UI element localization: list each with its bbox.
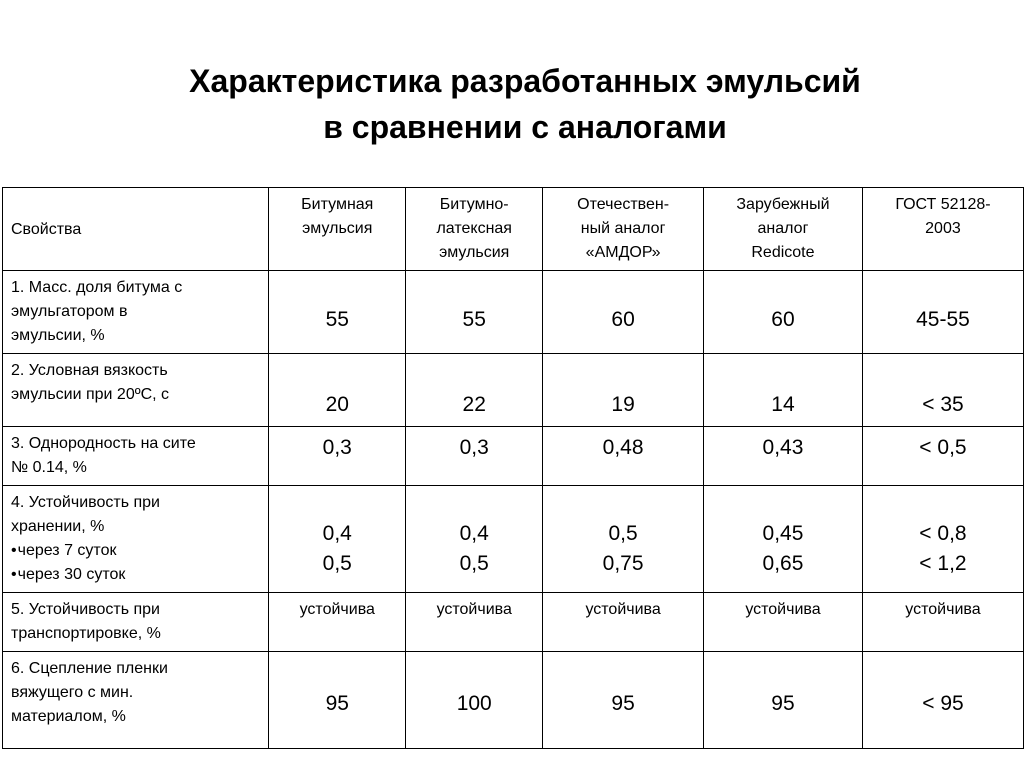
- row-1-value: 55: [269, 271, 406, 354]
- row-6-value: 95: [543, 652, 704, 749]
- row-1-value: 45-55: [862, 271, 1023, 354]
- row-2-value: 14: [704, 354, 863, 427]
- row-4-value: 0,4 0,5: [269, 486, 406, 593]
- row-3-value: 0,3: [406, 427, 543, 486]
- slide-title: [0, 58, 1024, 150]
- header-bitumen-emulsion: Битумная эмульсия: [269, 188, 406, 271]
- header-gost: ГОСТ 52128- 2003: [862, 188, 1023, 271]
- row-4-value: 0,45 0,65: [704, 486, 863, 593]
- title-line-2: в сравнении с аналогами: [323, 109, 727, 145]
- row-5-value: устойчива: [862, 593, 1023, 652]
- row-6-value: 95: [269, 652, 406, 749]
- table-row: [3, 354, 1024, 427]
- row-2-value: < 35: [862, 354, 1023, 427]
- row-5-value: устойчива: [543, 593, 704, 652]
- row-6-property: 6. Сцепление пленки вяжущего с мин. материалом, %: [3, 652, 269, 749]
- row-3-value: 0,43: [704, 427, 863, 486]
- row-3-value: < 0,5: [862, 427, 1023, 486]
- row-4-property: 4. Устойчивость при хранении, % • через 7 суток • через 30 суток: [3, 486, 269, 593]
- row-1-value: 60: [704, 271, 863, 354]
- row-6-value: 100: [406, 652, 543, 749]
- row-3-value: 0,3: [269, 427, 406, 486]
- row-5-value: устойчива: [269, 593, 406, 652]
- row-4-value: 0,5 0,75: [543, 486, 704, 593]
- row-3-property: 3. Однородность на сите № 0.14, %: [3, 427, 269, 486]
- row-2-value: 19: [543, 354, 704, 427]
- header-domestic-analog: Отечествен- ный аналог «АМДОР»: [543, 188, 704, 271]
- row-5-property: 5. Устойчивость при транспортировке, %: [3, 593, 269, 652]
- header-foreign-analog: Зарубежный аналог Redicote: [704, 188, 863, 271]
- row-1-value: 60: [543, 271, 704, 354]
- row-6-value: 95: [704, 652, 863, 749]
- row-5-value: устойчива: [704, 593, 863, 652]
- table-row: [3, 427, 1024, 486]
- row-1-value: 55: [406, 271, 543, 354]
- row-6-value: < 95: [862, 652, 1023, 749]
- row-4-value: < 0,8 < 1,2: [862, 486, 1023, 593]
- table-row: [3, 652, 1024, 749]
- table-row: [3, 486, 1024, 593]
- row-2-value: 22: [406, 354, 543, 427]
- header-properties: Свойства: [3, 188, 269, 271]
- table-row: [3, 593, 1024, 652]
- row-2-property: 2. Условная вязкость эмульсии при 20ºС, с: [3, 354, 269, 427]
- title-line-1: Характеристика разработанных эмульсий: [189, 63, 861, 99]
- bullet-30-days: • через 30 суток: [11, 563, 260, 587]
- header-bitumen-latex-emulsion: Битумно- латексная эмульсия: [406, 188, 543, 271]
- table-header-row: [3, 188, 1024, 271]
- comparison-table: [2, 187, 1024, 749]
- row-2-value: 20: [269, 354, 406, 427]
- bullet-7-days: • через 7 суток: [11, 539, 260, 563]
- row-1-property: 1. Масс. доля битума с эмульгатором в эмульсии, %: [3, 271, 269, 354]
- row-4-value: 0,4 0,5: [406, 486, 543, 593]
- row-5-value: устойчива: [406, 593, 543, 652]
- table-row: [3, 271, 1024, 354]
- row-3-value: 0,48: [543, 427, 704, 486]
